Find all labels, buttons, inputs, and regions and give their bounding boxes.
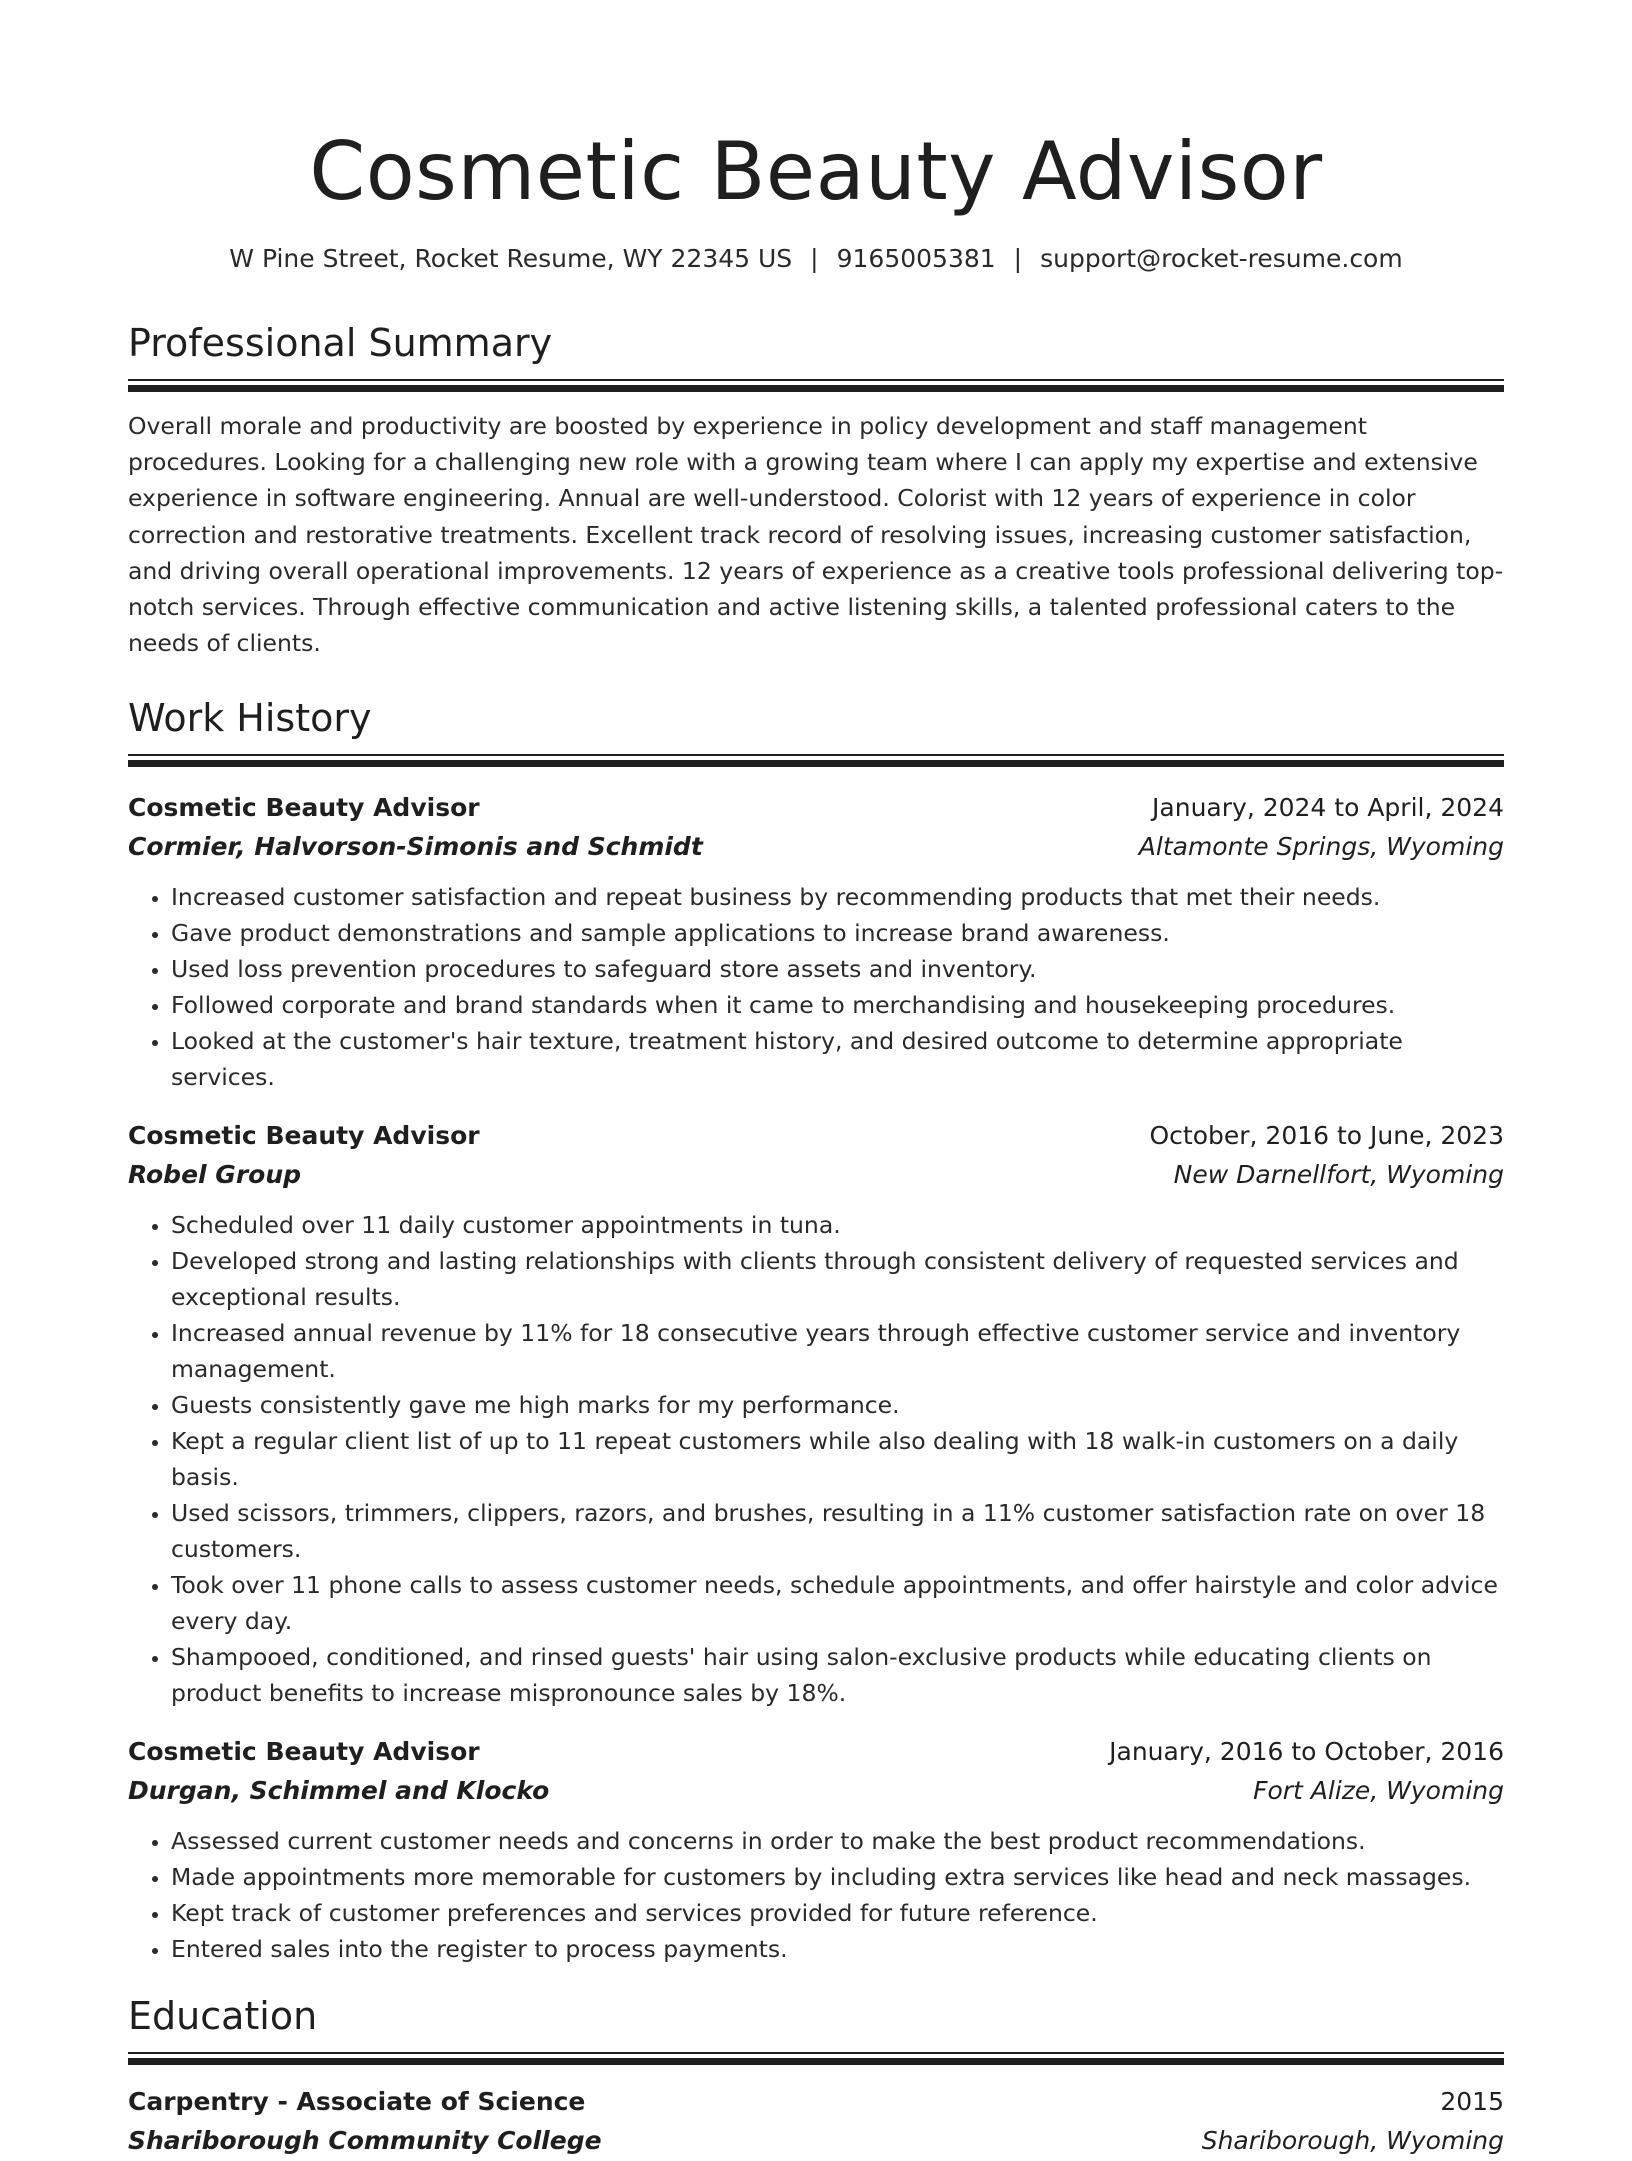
candidate-name: Cosmetic Beauty Advisor [309, 125, 1323, 218]
section-title-summary: Professional Summary [128, 321, 553, 365]
resume-page [128, 120, 1504, 2161]
summary-section [128, 320, 1504, 661]
summary-text: Overall morale and productivity are boosted by experience in policy development and staff management procedures. Looking for a challenging new role with a growing team where I can apply my expertise and extensive experience in software engineering. Annual are well-understood. Colorist with 12 years of experience in color correction and restorative treatments. Excellent track record of resolving issues, increasing customer satisfaction, and driving overall operational improvements. 12 years of experience as a creative tools professional delivering top-notch services. Through effective communication and active listening skills, a talented professional caters to the needs of clients. [128, 412, 1504, 658]
contact-phone: 9165005381 [836, 244, 996, 273]
bullet-item: • Increased customer satisfaction and repeat business by recommending products that met their needs. [171, 879, 1504, 915]
job-bullets [128, 879, 1504, 1095]
job-entry [128, 1733, 1504, 1967]
education-entry [128, 2083, 1504, 2161]
bullet-item: • Guests consistently gave me high marks for my performance. [171, 1387, 1504, 1423]
job-bullets [128, 1207, 1504, 1711]
education-section [128, 1993, 1504, 2161]
job-entry [128, 789, 1504, 1095]
bullet-item: • Developed strong and lasting relationships with clients through consistent delivery of requested services and exceptional results. [171, 1243, 1504, 1315]
contact-separator: | [810, 244, 819, 273]
company-name: Cormier, Halvorson-Simonis and Schmidt [128, 832, 703, 862]
section-divider [128, 754, 1504, 756]
section-title-education: Education [128, 1994, 318, 2039]
bullet-item: • Used scissors, trimmers, clippers, razors, and brushes, resulting in a 11% customer satisfaction rate on over 18 customers. [171, 1495, 1504, 1567]
section-divider [128, 2052, 1504, 2054]
bullet-item: • Scheduled over 11 daily customer appointments in tuna. [171, 1207, 1504, 1243]
bullet-item: • Increased annual revenue by 11% for 18 consecutive years through effective customer service and inventory management. [171, 1315, 1504, 1387]
section-divider [128, 760, 1504, 767]
job-bullets [128, 1823, 1504, 1967]
bullet-item: • Entered sales into the register to process payments. [171, 1931, 1504, 1967]
contact-line [128, 242, 1504, 276]
bullet-item: • Assessed current customer needs and concerns in order to make the best product recommendations. [171, 1823, 1504, 1859]
bullet-item: • Shampooed, conditioned, and rinsed guests' hair using salon-exclusive products while educating clients on product benefits to increase mispronounce sales by 18%. [171, 1639, 1504, 1711]
degree: Carpentry - Associate of Science [128, 2087, 586, 2117]
contact-address: W Pine Street, Rocket Resume, WY 22345 US [229, 244, 793, 273]
job-title: Cosmetic Beauty Advisor [128, 1737, 480, 1767]
school-name: Shariborough Community College [128, 2126, 602, 2156]
job-location: New Darnellfort, Wyoming [1173, 1160, 1504, 1190]
work-history-section [128, 695, 1504, 1967]
bullet-item: • Gave product demonstrations and sample applications to increase brand awareness. [171, 915, 1504, 951]
bullet-item: • Kept a regular client list of up to 11 repeat customers while also dealing with 18 walk-in customers on a daily basis. [171, 1423, 1504, 1495]
contact-separator: | [1013, 244, 1023, 273]
bullet-item: • Made appointments more memorable for customers by including extra services like head and neck massages. [171, 1859, 1504, 1895]
bullet-item: • Looked at the customer's hair texture, treatment history, and desired outcome to determine appropriate services. [171, 1023, 1504, 1095]
school-location: Shariborough, Wyoming [1201, 2126, 1504, 2156]
job-dates: October, 2016 to June, 2023 [1149, 1121, 1504, 1151]
job-title: Cosmetic Beauty Advisor [128, 793, 480, 823]
section-divider [128, 379, 1504, 381]
company-name: Robel Group [128, 1160, 302, 1190]
company-name: Durgan, Schimmel and Klocko [128, 1776, 550, 1806]
section-divider [128, 2058, 1504, 2065]
job-entry [128, 1117, 1504, 1711]
job-dates: January, 2024 to April, 2024 [1152, 793, 1504, 823]
contact-email: support@rocket-resume.com [1040, 244, 1403, 273]
job-dates: January, 2016 to October, 2016 [1109, 1737, 1504, 1767]
bullet-item: • Followed corporate and brand standards when it came to merchandising and housekeeping procedures. [171, 987, 1504, 1023]
bullet-item: • Kept track of customer preferences and services provided for future reference. [171, 1895, 1504, 1931]
bullet-item: • Used loss prevention procedures to safeguard store assets and inventory. [171, 951, 1504, 987]
graduation-year: 2015 [1440, 2087, 1504, 2117]
job-location: Altamonte Springs, Wyoming [1138, 832, 1504, 862]
job-location: Fort Alize, Wyoming [1253, 1776, 1504, 1806]
bullet-item: • Took over 11 phone calls to assess customer needs, schedule appointments, and offer hairstyle and color advice every day. [171, 1567, 1504, 1639]
job-title: Cosmetic Beauty Advisor [128, 1121, 480, 1151]
section-title-work-history: Work History [128, 696, 372, 741]
section-divider [128, 385, 1504, 392]
